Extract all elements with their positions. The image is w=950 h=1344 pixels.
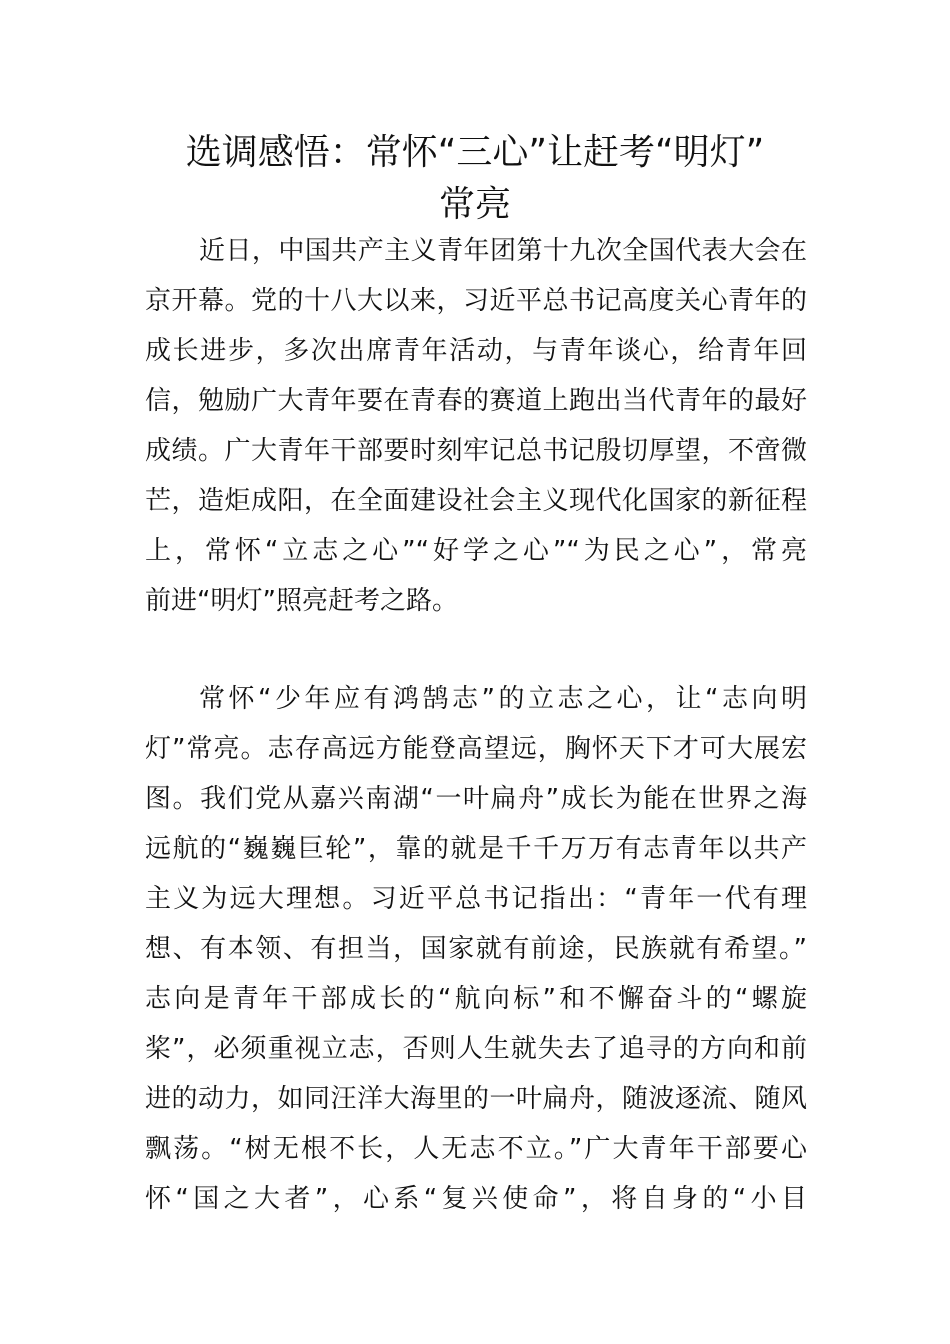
text-line: 成长进步，多次出席青年活动，与青年谈心，给青年回 — [145, 336, 807, 366]
text-line: 进的动力，如同汪洋大海里的一叶扁舟，随波逐流、随风 — [145, 1084, 807, 1114]
text-line: 想、有本领、有担当，国家就有前途，民族就有希望。” — [145, 934, 807, 964]
text-line: 桨”，必须重视立志，否则人生就失去了追寻的方向和前 — [145, 1034, 807, 1064]
text-line: 芒，造炬成阳，在全面建设社会主义现代化国家的新征程 — [145, 486, 807, 516]
text-line: 成绩。广大青年干部要时刻牢记总书记殷切厚望，不啻微 — [145, 436, 807, 466]
text-line: 图。我们党从嘉兴南湖“一叶扁舟”成长为能在世界之海 — [145, 784, 807, 814]
text-line: 前进“明灯”照亮赶考之路。 — [145, 586, 458, 616]
text-line: 远航的“巍巍巨轮”，靠的就是千千万万有志青年以共产 — [145, 834, 807, 864]
text-line: 主义为远大理想。习近平总书记指出：“青年一代有理 — [145, 884, 807, 914]
paragraph-aspiration — [145, 674, 807, 1224]
text-line: 志向是青年干部成长的“航向标”和不懈奋斗的“螺旋 — [145, 984, 807, 1014]
text-line: 上，常怀“立志之心”“好学之心”“为民之心”，常亮 — [145, 536, 807, 566]
document-title — [145, 127, 805, 231]
text-line: 飘荡。“树无根不长，人无志不立。”广大青年干部要心 — [145, 1134, 807, 1164]
text-line: 信，勉励广大青年要在青春的赛道上跑出当代青年的最好 — [145, 386, 807, 416]
paragraph-intro — [145, 226, 807, 626]
text-line: 京开幕。党的十八大以来，习近平总书记高度关心青年的 — [145, 286, 807, 316]
text-line: 灯”常亮。志存高远方能登高望远，胸怀天下才可大展宏 — [145, 734, 807, 764]
text-line: 近日，中国共产主义青年团第十九次全国代表大会在 — [199, 236, 807, 266]
text-line: 常怀“少年应有鸿鹄志”的立志之心，让“志向明 — [199, 684, 807, 714]
title-line-2: 常亮 — [438, 184, 511, 225]
text-line: 怀“国之大者”，心系“复兴使命”，将自身的“小目 — [145, 1184, 807, 1214]
title-line-1: 选调感悟：常怀“三心”让赶考“明灯” — [185, 132, 765, 173]
